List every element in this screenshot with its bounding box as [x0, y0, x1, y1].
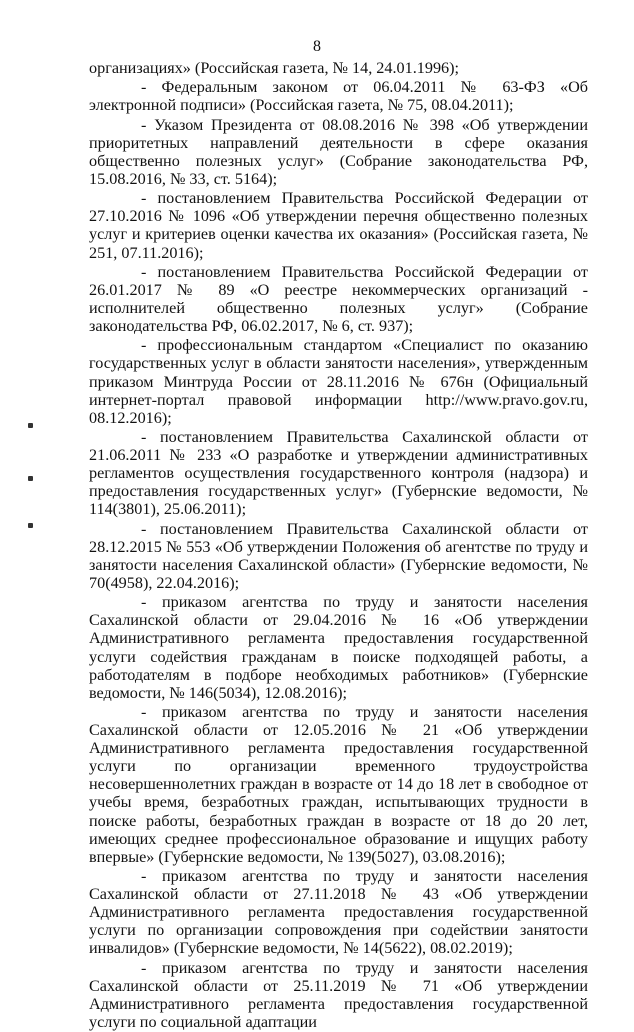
margin-mark [28, 476, 33, 481]
paragraph: - приказом агентства по труду и занятости населения Сахалинской области от 25.11.2019 № 71 «Об утверждении Административного регламента предоставления государственной услуги по социальной адаптации [89, 958, 588, 1031]
paragraph: - постановлением Правительства Сахалинской области от 28.12.2015 № 553 «Об утверждении Положения об агентстве по труду и занятости населения Сахалинской области» (Губернские ведомости, № 70(4958), 22.04.2016); [89, 519, 588, 592]
page-number: 8 [313, 38, 321, 55]
paragraph: организациях» (Российская газета, № 14, 24.01.1996); [89, 59, 460, 77]
paragraph: - постановлением Правительства Российской Федерации от 26.01.2017 № 89 «О реестре некоммерческих организаций - исполнителей общественно полезных услуг» (Собрание законодательства РФ, 06.02.2017, № 6, ст. 937); [89, 262, 588, 336]
margin-mark [28, 423, 33, 428]
margin-mark [28, 523, 33, 528]
paragraph: - Указом Президента от 08.08.2016 № 398 «Об утверждении приоритетных направлений деятельности в сфере оказания общественно полезных услуг» (Собрание законодательства РФ, 15.08.2016, № 33, ст. 5164); [89, 115, 588, 188]
paragraph: - профессиональным стандартом «Специалист по оказанию государственных услуг в области занятости населения», утвержденным приказом Минтруда России от 28.11.2016 № 676н (Официальный интернет-портал правовой информации http://www.pravo.gov.ru, 08.12.2016); [89, 336, 588, 427]
document-body [89, 59, 588, 1032]
paragraph: - приказом агентства по труду и занятости населения Сахалинской области от 29.04.2016 № 16 «Об утверждении Административного регламента предоставления государственной услуги содействия гражданам в поиске подходящей работы, а работодателям в подборе необходимых работников» (Губернские ведомости, № 146(5034), 12.08.2016); [89, 593, 588, 702]
paragraph: - постановлением Правительства Российской Федерации от 27.10.2016 № 1096 «Об утверждении перечня общественно полезных услуг и критериев оценки качества их оказания» (Российская газета, № 251, 07.11.2016); [89, 189, 588, 262]
paragraph: - приказом агентства по труду и занятости населения Сахалинской области от 27.11.2018 № 43 «Об утверждении Административного регламента предоставления государственной услуги по организации сопровождения при содействии занятости инвалидов» (Губернские ведомости, № 14(5622), 08.02.2019); [89, 867, 588, 958]
paragraph: - приказом агентства по труду и занятости населения Сахалинской области от 12.05.2016 № 21 «Об утверждении Административного регламента предоставления государственной услуги по организации временного трудоустройства несовершеннолетних граждан в возрасте от 14 до 18 лет в свободное от учебы время, безработных граждан, испытывающих трудности в поиске работы, безработных граждан в возрасте от 18 до 20 лет, имеющих среднее профессиональное образование и ищущих работу впервые» (Губернские ведомости, № 139(5027), 03.08.2016); [89, 702, 588, 866]
paragraph: - Федеральным законом от 06.04.2011 № 63-ФЗ «Об электронной подписи» (Российская газета, № 75, 08.04.2011); [89, 78, 588, 115]
paragraph: - постановлением Правительства Сахалинской области от 21.06.2011 № 233 «О разработке и утверждении административных регламентов осуществления государственного контроля (надзора) и предоставления государственных услуг» (Губернские ведомости, № 114(3801), 25.06.2011); [89, 428, 588, 519]
